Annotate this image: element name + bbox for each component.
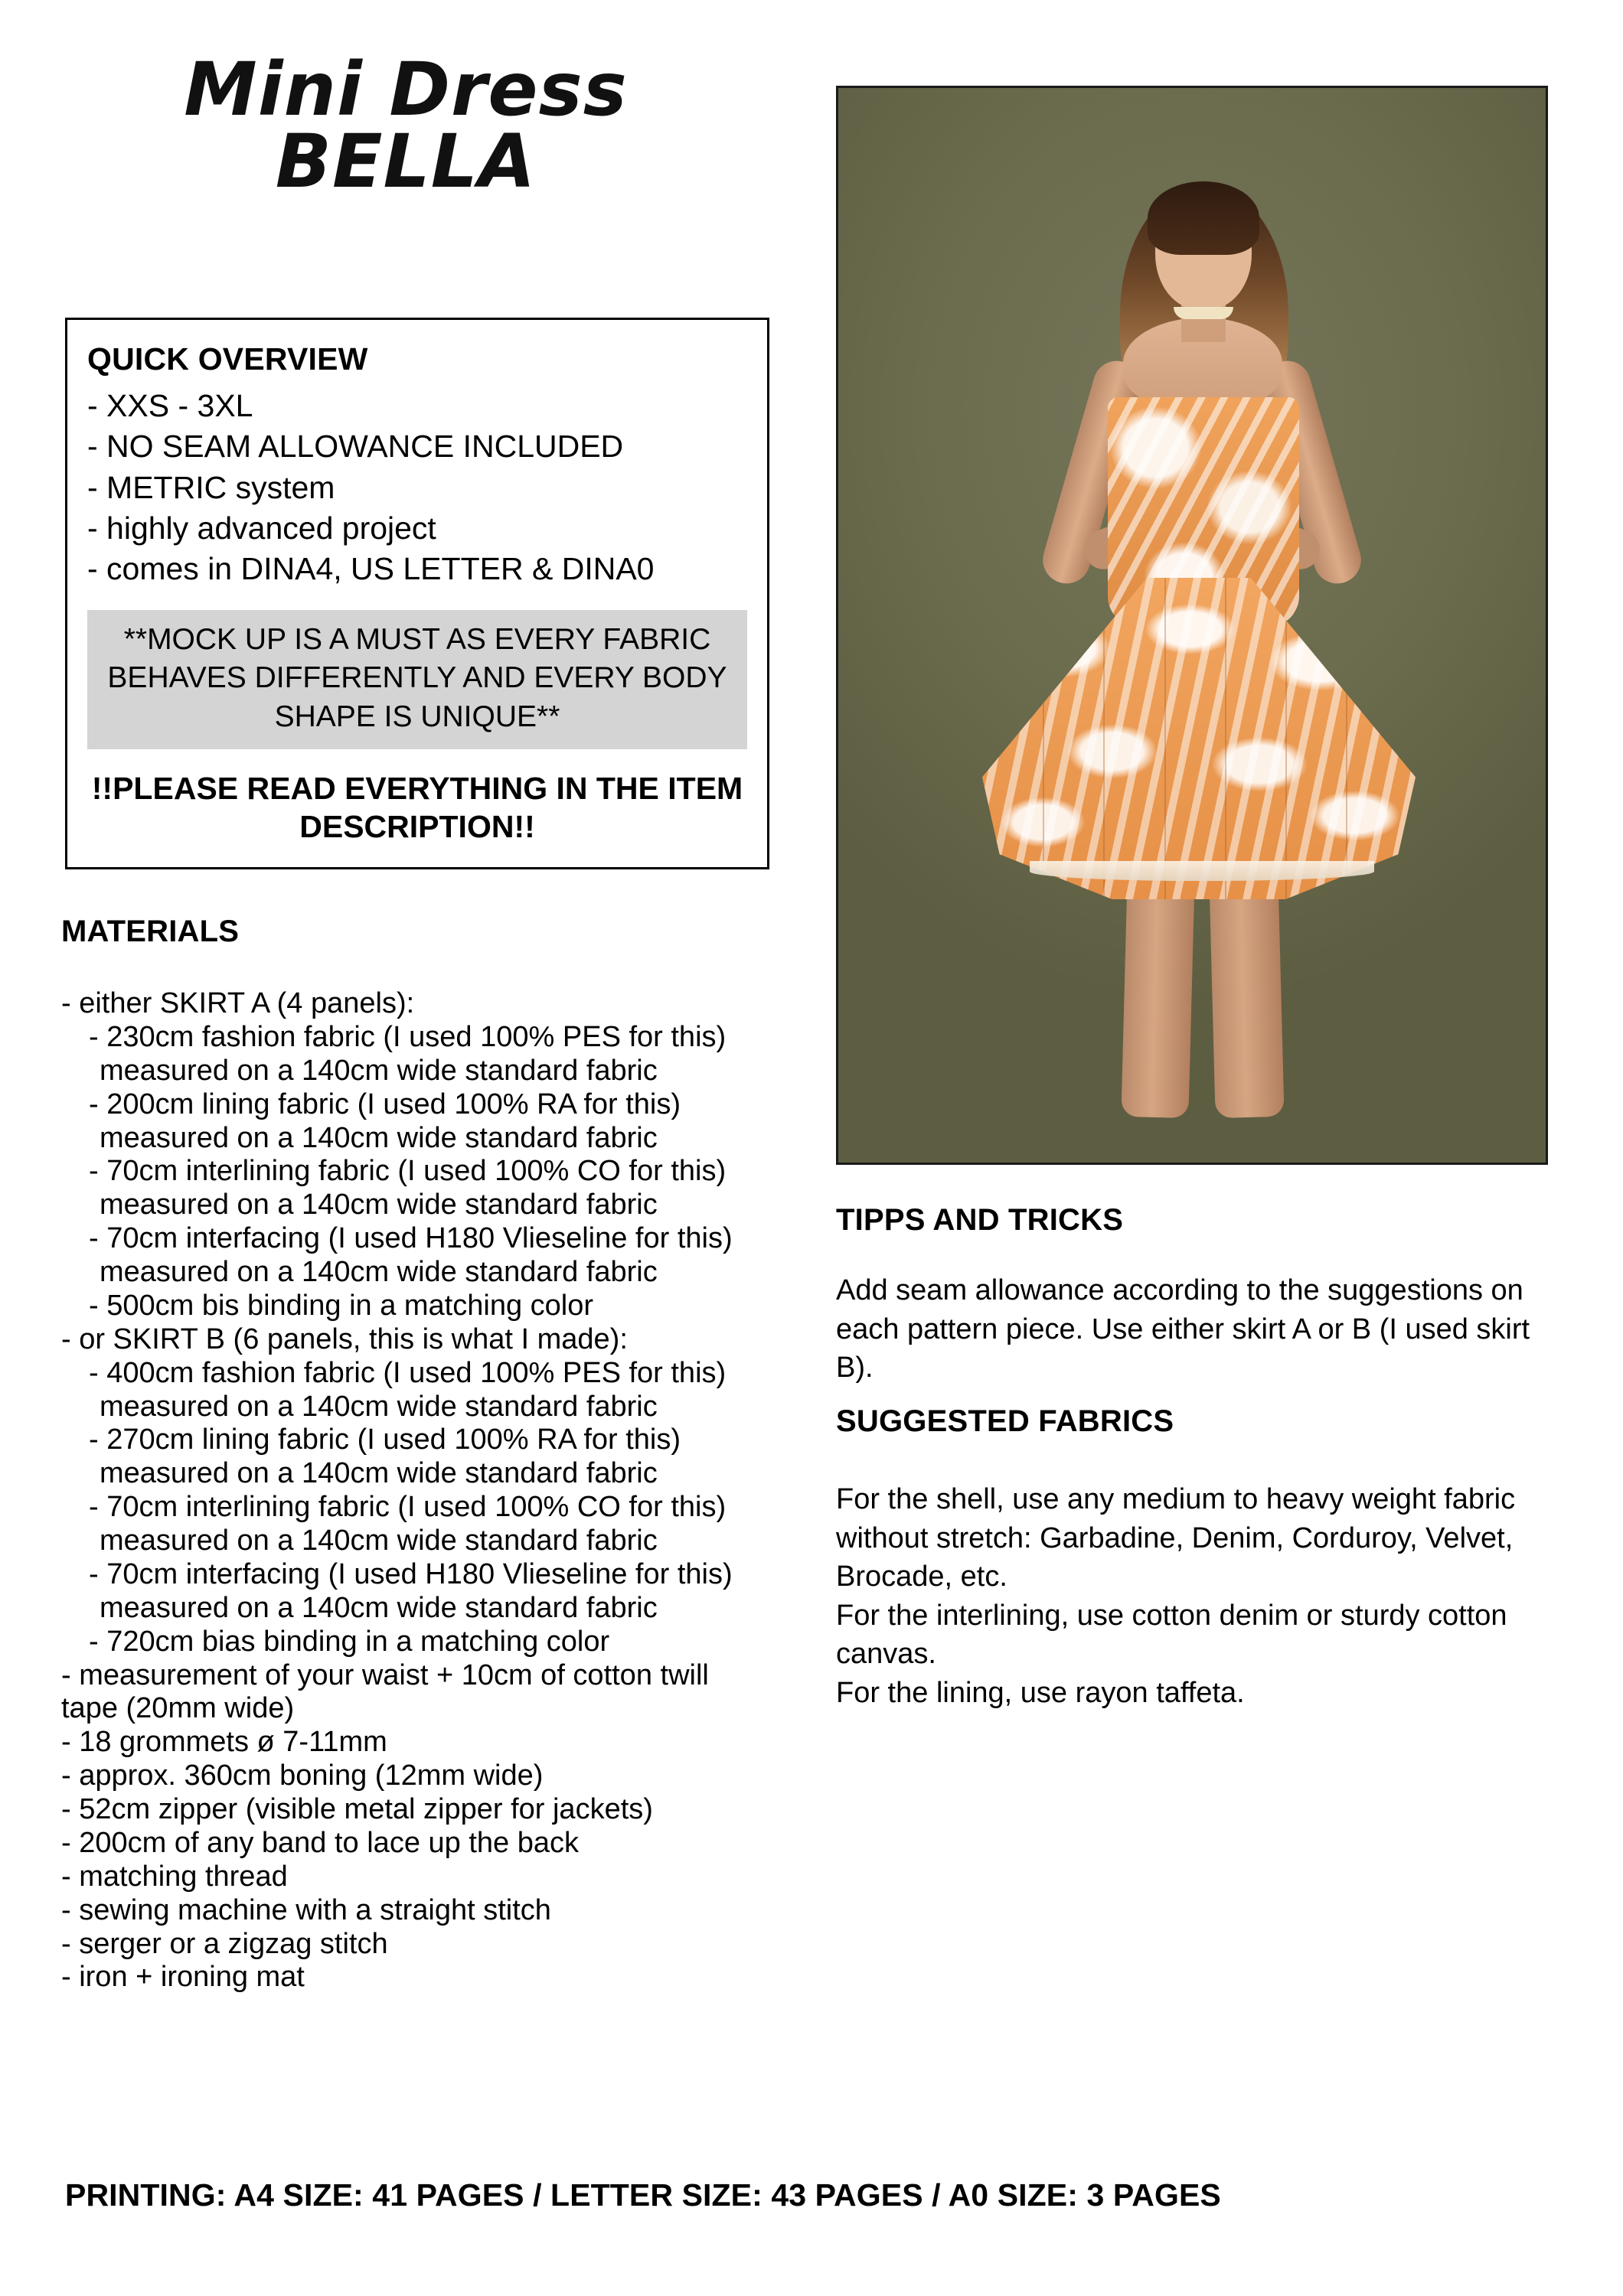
- page-title: [61, 47, 750, 205]
- suggested-fabrics-paragraph: For the shell, use any medium to heavy weight fabric without stretch: Garbadine, Denim, Corduroy, Velvet, Brocade, etc.: [836, 1483, 1516, 1593]
- list-item: measured on a 140cm wide standard fabric: [100, 1121, 658, 1154]
- title-line-2: BELLA: [275, 119, 537, 205]
- quick-overview-item: - comes in DINA4, US LETTER & DINA0: [87, 551, 655, 587]
- quick-overview-item: - highly advanced project: [87, 510, 436, 546]
- mockup-notice: [87, 610, 747, 749]
- mockup-notice-line: **MOCK UP IS A MUST AS EVERY FABRIC: [123, 622, 711, 656]
- list-item: - 230cm fashion fabric (I used 100% PES for this): [89, 1020, 727, 1053]
- list-item: - 400cm fashion fabric (I used 100% PES for this): [89, 1356, 727, 1389]
- tipps-and-tricks-heading: TIPPS AND TRICKS: [836, 1203, 1124, 1237]
- suggested-fabrics-paragraph: For the lining, use rayon taffeta.: [836, 1676, 1245, 1709]
- list-item: - or SKIRT B (6 panels, this is what I made):: [61, 1322, 628, 1355]
- list-item: - 500cm bis binding in a matching color: [89, 1289, 594, 1322]
- materials-heading: MATERIALS: [61, 915, 240, 948]
- list-item: - 200cm of any band to lace up the back: [61, 1826, 579, 1859]
- list-item: measured on a 140cm wide standard fabric: [100, 1390, 658, 1423]
- list-item: - measurement of your waist + 10cm of cotton twill: [61, 1658, 709, 1691]
- list-item: - 52cm zipper (visible metal zipper for jackets): [61, 1793, 653, 1825]
- product-photo: [836, 86, 1548, 1165]
- list-item: measured on a 140cm wide standard fabric: [100, 1457, 658, 1490]
- list-item: - 270cm lining fabric (I used 100% RA for this): [89, 1424, 681, 1456]
- list-item: - 18 grommets ø 7-11mm: [61, 1726, 387, 1759]
- tipps-and-tricks-body: Add seam allowance according to the suggestions on each pattern piece. Use either skirt A or B (I used skirt B).: [836, 1274, 1530, 1384]
- mockup-notice-line: SHAPE IS UNIQUE**: [274, 700, 560, 733]
- suggested-fabrics-heading: SUGGESTED FABRICS: [836, 1404, 1174, 1438]
- list-item: - serger or a zigzag stitch: [61, 1927, 388, 1960]
- quick-overview-item: - NO SEAM ALLOWANCE INCLUDED: [87, 429, 624, 465]
- list-item: - 70cm interfacing (I used H180 Vlieseline for this): [89, 1222, 733, 1255]
- quick-overview-box: [65, 318, 769, 869]
- title-line-1: Mini Dress: [184, 47, 628, 132]
- list-item: tape (20mm wide): [61, 1692, 295, 1725]
- list-item: - 70cm interfacing (I used H180 Vlieseline for this): [89, 1557, 733, 1590]
- list-item: measured on a 140cm wide standard fabric: [100, 1054, 658, 1087]
- suggested-fabrics-section: [836, 1404, 1548, 1712]
- quick-overview-heading: QUICK OVERVIEW: [87, 341, 368, 377]
- list-item: - sewing machine with a straight stitch: [61, 1893, 551, 1926]
- quick-overview-item: - XXS - 3XL: [87, 388, 253, 424]
- dress-hem: [1030, 861, 1374, 881]
- list-item: - 70cm interlining fabric (I used 100% CO for this): [89, 1491, 727, 1524]
- list-item: measured on a 140cm wide standard fabric: [100, 1256, 658, 1288]
- list-item: - 70cm interlining fabric (I used 100% CO for this): [89, 1155, 727, 1188]
- list-item: measured on a 140cm wide standard fabric: [100, 1525, 658, 1557]
- suggested-fabrics-paragraph: For the interlining, use cotton denim or sturdy cotton canvas.: [836, 1599, 1507, 1671]
- list-item: - 720cm bias binding in a matching color: [89, 1625, 610, 1658]
- list-item: - either SKIRT A (4 panels):: [61, 987, 415, 1019]
- materials-list: [61, 987, 796, 1994]
- list-item: - approx. 360cm boning (12mm wide): [61, 1760, 544, 1792]
- list-item: - 200cm lining fabric (I used 100% RA for this): [89, 1088, 681, 1120]
- printing-footer: PRINTING: A4 SIZE: 41 PAGES / LETTER SIZE: 43 PAGES / A0 SIZE: 3 PAGES: [65, 2177, 1221, 2213]
- mockup-notice-line: BEHAVES DIFFERENTLY AND EVERY BODY: [107, 661, 727, 695]
- model-hair-top: [1148, 181, 1259, 255]
- list-item: - iron + ironing mat: [61, 1961, 305, 1994]
- list-item: measured on a 140cm wide standard fabric: [100, 1189, 658, 1221]
- please-read-line: DESCRIPTION!!: [299, 808, 535, 844]
- tipps-and-tricks-section: [836, 1203, 1548, 1388]
- please-read-notice: [87, 769, 747, 846]
- list-item: - matching thread: [61, 1860, 288, 1893]
- list-item: measured on a 140cm wide standard fabric: [100, 1591, 658, 1624]
- model-necklace: [1174, 307, 1233, 319]
- please-read-line: !!PLEASE READ EVERYTHING IN THE ITEM: [91, 770, 743, 806]
- quick-overview-item: - METRIC system: [87, 469, 335, 505]
